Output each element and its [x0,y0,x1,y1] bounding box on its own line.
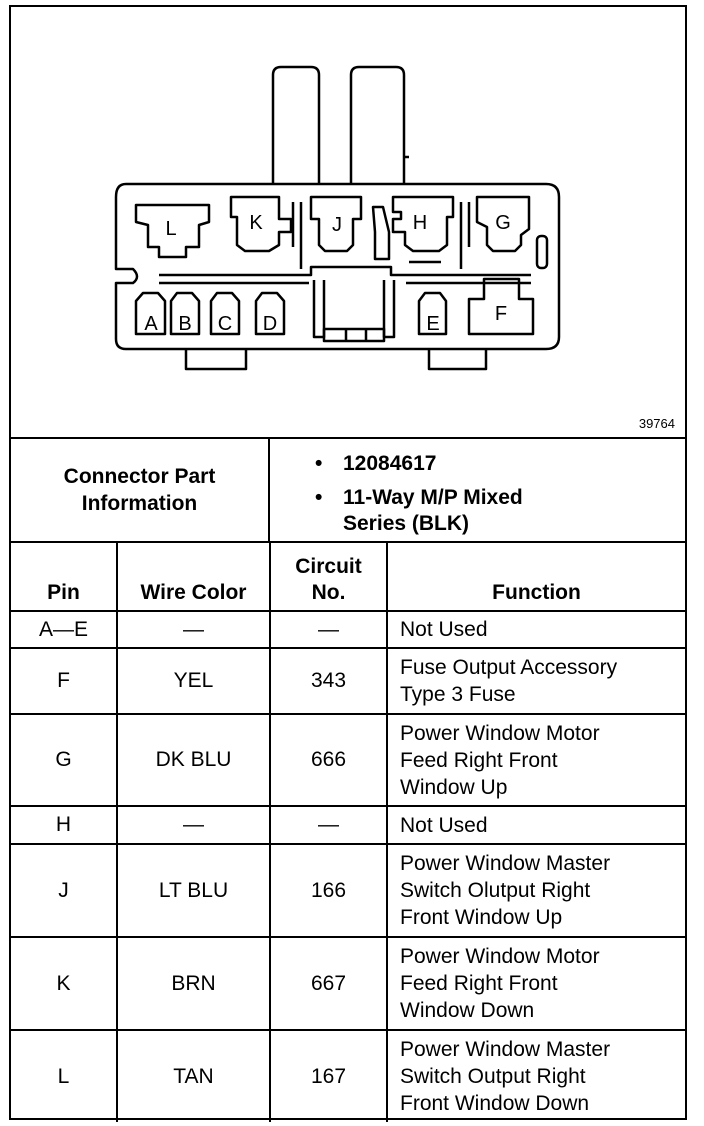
cell-function [387,611,685,648]
pinout-table [11,543,685,1122]
cell-function [387,806,685,844]
cell-wire-color: BRN [117,937,270,1030]
cell-function [387,714,685,806]
function-line: Feed Right Front [400,972,558,995]
pin-label-F: F [494,303,508,325]
header-wire-color: Wire Color [117,543,270,611]
function-line: Switch Olutput Right [400,879,591,902]
table-row [11,844,685,937]
cell-circuit: 667 [270,937,387,1030]
pin-label-L: L [165,218,177,240]
cell-pin: G [11,714,117,806]
connector-info-label-line2: Information [81,492,198,515]
function-line: Type 3 Fuse [400,683,516,706]
pin-label-D: D [262,313,278,335]
connector-face-drawing [11,7,685,437]
cell-pin: J [11,844,117,937]
function-line: Power Window Master [400,852,611,875]
function-line: Power Window Motor [400,945,600,968]
function-line: Front Window Down [400,1092,590,1115]
pin-label-H: H [412,212,428,234]
connector-diagram [11,7,685,439]
cell-wire-color: — [117,806,270,844]
bullet-item [273,485,573,537]
pin-label-B: B [178,313,192,335]
bottom-tab-right [429,349,486,369]
cell-circuit: 666 [270,714,387,806]
cell-function [387,648,685,714]
cell-function [387,844,685,937]
center-bridge [324,329,384,341]
key-slot-1 [293,202,301,269]
bullet-icon: • [315,486,323,509]
function-line: Front Window Up [400,906,563,929]
partition-rail [159,267,531,275]
header-pin: Pin [11,543,117,611]
pin-label-E: E [426,313,440,335]
pin-label-C: C [217,313,233,335]
header-function: Function [387,543,685,611]
cell-pin: H [11,806,117,844]
table-row [11,648,685,714]
cell-circuit: — [270,611,387,648]
cell-pin: F [11,648,117,714]
table-row [11,806,685,844]
cell-wire-color: — [117,611,270,648]
bullet-icon: • [315,452,323,475]
cell-circuit: 166 [270,844,387,937]
cell-pin: A—E [11,611,117,648]
cell-wire-color: DK BLU [117,714,270,806]
function-line: Fuse Output Accessory [400,656,618,679]
cell-function [387,1030,685,1122]
pin-label-K: K [249,212,263,234]
cell-function [387,937,685,1030]
cell-wire-color: LT BLU [117,844,270,937]
part-number: 12084617 [343,452,437,475]
function-line: Power Window Master [400,1038,611,1061]
cell-wire-color: TAN [117,1030,270,1122]
connector-info-label [11,439,270,541]
table-row [11,937,685,1030]
connector-figure [9,5,687,1120]
latch-left [273,67,319,184]
function-line: Feed Right Front [400,748,558,772]
function-line: Not Used [400,618,488,641]
pin-label-G: G [495,212,511,234]
connector-info-bullets [273,451,573,545]
cell-pin: K [11,937,117,1030]
table-row [11,714,685,806]
center-slot-left [314,280,324,337]
cell-pin: L [11,1030,117,1122]
function-line: Power Window Motor [400,721,600,745]
pin-label-J: J [332,214,342,236]
figure-number: 39764 [638,416,675,431]
table-row [11,611,685,648]
key-slot-4 [537,236,547,268]
function-line: Window Down [400,999,535,1022]
cell-wire-color: YEL [117,648,270,714]
header-circuit-line1: Circuit [295,555,362,578]
connector-part-info [11,439,685,543]
function-line: Not Used [400,813,488,837]
center-slot-right [384,280,394,337]
cell-circuit: — [270,806,387,844]
key-slot-3 [461,202,469,269]
connector-description: 11-Way M/P Mixed Series (BLK) [343,486,523,535]
key-slot-2 [373,207,389,259]
latch-right [351,67,404,184]
pin-label-A: A [144,313,158,335]
function-line: Switch Output Right [400,1065,586,1088]
connector-info-label-line1: Connector Part [63,465,216,488]
table-row [11,1030,685,1122]
table-header-row [11,543,685,611]
function-line: Window Up [400,775,508,799]
header-circuit-line2: No. [311,581,346,604]
cell-circuit: 343 [270,648,387,714]
header-circuit [270,543,387,611]
bottom-tab-left [186,349,246,369]
cell-circuit: 167 [270,1030,387,1122]
bullet-item [273,451,573,477]
